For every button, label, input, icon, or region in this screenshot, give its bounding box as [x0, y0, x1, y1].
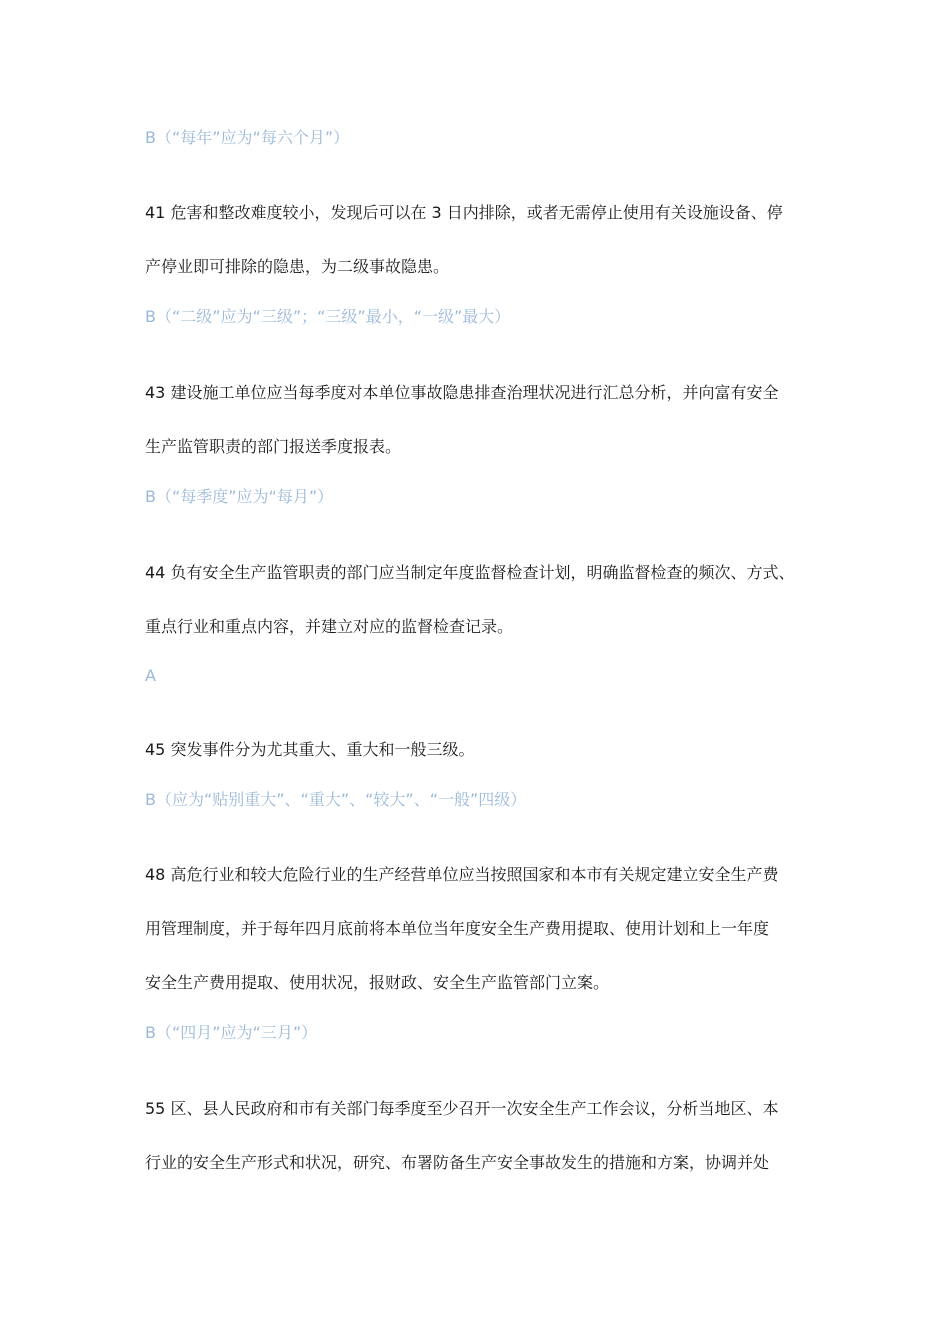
question-line: 48 高危行业和较大危险行业的生产经营单位应当按照国家和本市有关规定建立安全生产费 — [145, 865, 779, 884]
answer-line: A — [145, 666, 156, 685]
answer-line: B（应为“贴别重大”、“重大”、“较大”、“一般”四级） — [145, 790, 527, 809]
question-line: 重点行业和重点内容，并建立对应的监督检查记录。 — [145, 617, 514, 636]
question-line: 55 区、县人民政府和市有关部门每季度至少召开一次安全生产工作会议，分析当地区、本 — [145, 1099, 779, 1118]
question-line: 44 负有安全生产监管职责的部门应当制定年度监督检查计划，明确监督检查的频次、方式、 — [145, 563, 795, 582]
question-line: 产停业即可排除的隐患，为二级事故隐患。 — [145, 257, 450, 276]
answer-line: B（“二级”应为“三级”；“三级”最小，“一级”最大） — [145, 307, 511, 326]
question-line: 用管理制度，并于每年四月底前将本单位当年度安全生产费用提取、使用计划和上一年度 — [145, 919, 770, 938]
question-line: 生产监管职责的部门报送季度报表。 — [145, 437, 402, 456]
answer-line: B（“每年”应为“每六个月”） — [145, 128, 350, 147]
answer-line: B（“四月”应为“三月”） — [145, 1023, 318, 1042]
question-line: 43 建设施工单位应当每季度对本单位事故隐患排查治理状况进行汇总分析，并向富有安全 — [145, 383, 779, 402]
answer-line: B（“每季度”应为“每月”） — [145, 487, 334, 506]
question-line: 41 危害和整改难度较小，发现后可以在 3 日内排除，或者无需停止使用有关设施设备、停 — [145, 203, 783, 222]
question-line: 安全生产费用提取、使用状况，报财政、安全生产监管部门立案。 — [145, 973, 610, 992]
question-line: 45 突发事件分为尤其重大、重大和一般三级。 — [145, 740, 475, 759]
question-line: 行业的安全生产形式和状况，研究、布署防备生产安全事故发生的措施和方案，协调并处 — [145, 1153, 770, 1172]
